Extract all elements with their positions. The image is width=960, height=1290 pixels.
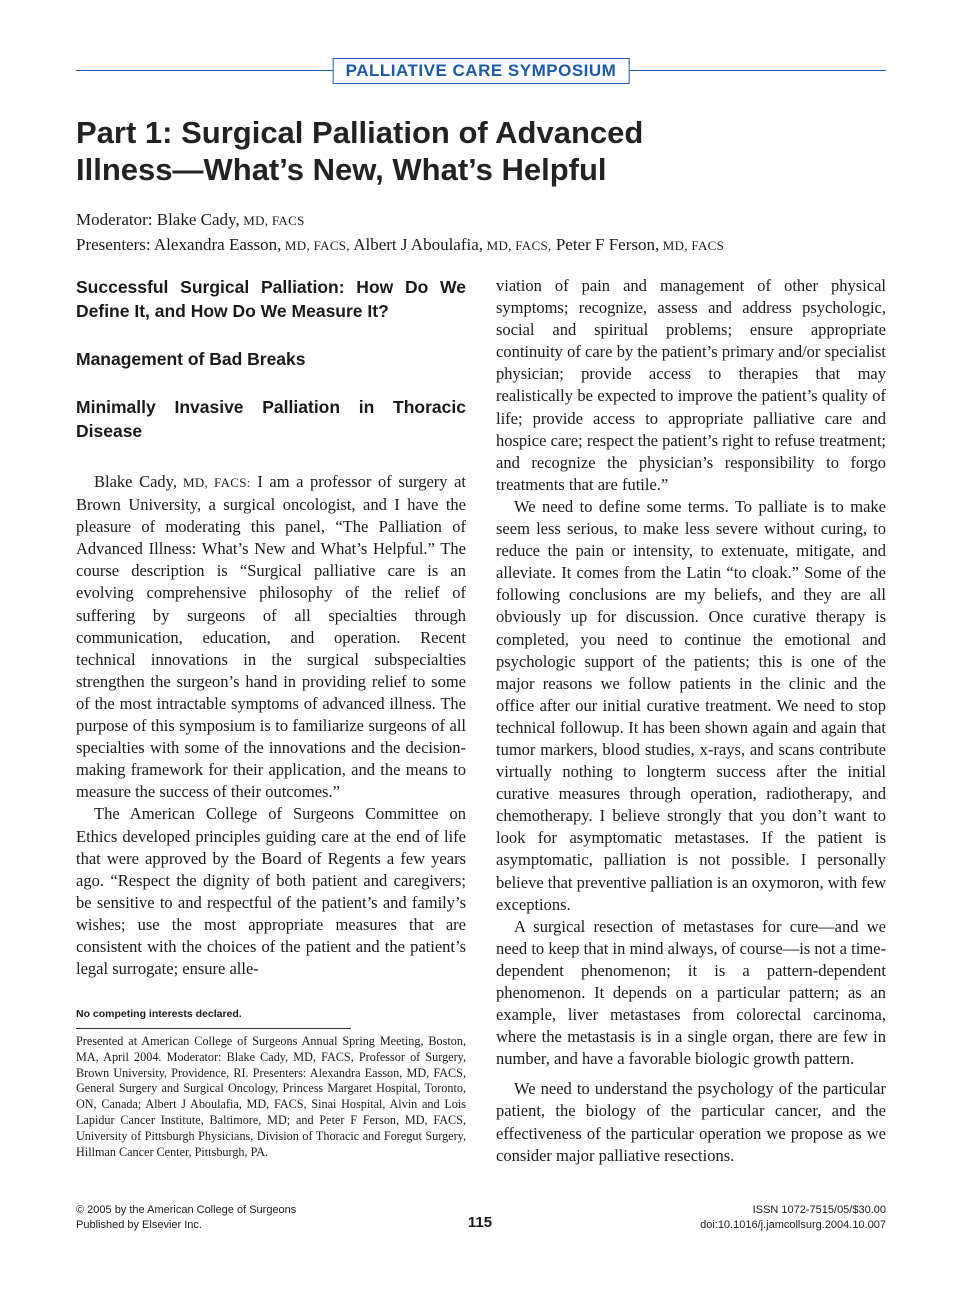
speaker-degrees: MD, FACS: [176,475,251,490]
paragraph: The American College of Surgeons Committee on Ethics developed principles guiding care at the end of life that were approved by the Board of Regents a few years ago. “Respect the dignity of both patient and caregivers; be sensitive to and respectful of the patient’s and family’s wishes; use the most appropriate measures that are consistent with the choices of the patient and the patient’s legal surrogate; ensure alle- [76,804,466,979]
section-banner [76,58,886,84]
presenter-1-name: Presenters: Alexandra Easson, [76,235,282,254]
title-line-2: Illness—What’s New, What’s Helpful [76,152,607,187]
presenter-3-degrees: MD, FACS [659,238,725,253]
paragraph: We need to define some terms. To palliate is to make seem less serious, to make less severe without curing, to reduce the pain or intensity, to extenuate, mitigate, and alleviate. It comes from the Latin “to cloak.” Some of the following conclusions are my beliefs, and they are all obviously up for discussion. Once curative therapy is completed, you need to continue the emotional and psychologic support of the patients; this is one of the major reasons we follow patients in the clinic and the office after our initial curative treatment. We need to stop technical followup. It has been shown again and again that tumor markers, blood studies, x-rays, and scans contribute virtually nothing to longterm success after the initial curative measures through operation, radiotherapy, and chemotherapy. I believe strongly that you don’t want to look for asymptomatic metastases. If the patient is asymptomatic, palliation is not possible. I personally believe that preventive palliation is an oxymoron, with few exceptions. [496,496,886,914]
heading-minimally-invasive: Minimally Invasive Palliation in Thoracic Disease [76,397,466,441]
presenters-line [76,233,886,258]
banner-label: PALLIATIVE CARE SYMPOSIUM [333,58,630,84]
footnote-divider [76,1028,351,1029]
presenter-1-degrees: MD, FACS, [281,238,350,253]
footnote: Presented at American College of Surgeons Annual Spring Meeting, Boston, MA, April 2004. Moderator: Blake Cady, MD, FACS, Professor of Surgery, Brown University, Providence, RI. Presenters: Alexandra Easson, MD, FACS, General Surgery and Surgical Oncology, Princess Margaret Hospital, Toronto, ON, Canada; Albert J Aboulafia, MD, FACS, Sinai Hospital, Alvin and Lois Lapidur Cancer Institute, Baltimore, MD; and Peter F Ferson, MD, FACS, University of Pittsburgh Physicians, Division of Thoracic and Foregut Surgery, Hillman Cancer Center, Pittsburgh, PA. [76,1034,466,1159]
competing-interests: No competing interests declared. [76,1008,242,1020]
publisher: Published by Elsevier Inc. [76,1219,202,1231]
title-line-1: Part 1: Surgical Palliation of Advanced [76,115,644,150]
copyright: © 2005 by the American College of Surgeons [76,1204,297,1216]
article-title [76,114,886,188]
section-headings [76,275,466,467]
moderator-name: Moderator: Blake Cady, [76,210,240,229]
heading-successful-palliation: Successful Surgical Palliation: How Do We Define It, and How Do We Measure It? [76,277,466,321]
paragraph: We need to understand the psychology of the particular patient, the biology of the particular cancer, and the effectiveness of the particular operation we propose as we consider major palliative resections. [496,1079,886,1165]
heading-bad-breaks: Management of Bad Breaks [76,349,306,369]
presenter-2-degrees: MD, FACS, [483,238,552,253]
page-number: 115 [467,1214,493,1231]
paragraph [76,471,466,803]
doi: doi:10.1016/j.jamcollsurg.2004.10.007 [700,1219,886,1231]
speaker-name: Blake Cady, [94,472,177,491]
paragraph-text: I am a professor of surgery at Brown University, a surgical oncologist, and I have the pleasure of moderating this panel, “The Palliation of Advanced Illness: What’s New and What’s Helpful.” The course description is “Surgical palliative care is an evolving comprehensive philosophy of the relief of suffering by surgeons of all specialties through communication, education, and operation. Recent technical innovations in the surgical subspecialties strengthen the surgeon’s hand in providing relief to some of the most intractable symptoms of advanced illness. The purpose of this symposium is to familiarize surgeons of all specialties with some of the innovations and the decision-making framework for their application, and the means to measure the success of their outcomes.” [76,472,466,802]
moderator-degrees: MD, FACS [239,213,305,228]
moderator-line [76,208,886,233]
left-column-body [76,471,466,980]
paragraph: A surgical resection of metastases for cure—and we need to keep that in mind always, of course—is not a time-dependent phenomenon; it is a pattern-dependent phenomenon. It depends on a particular pattern; as an example, liver metastases from colorectal carcinoma, where the metastasis is in a single organ, there are few in number, and have a favorable biologic growth pattern. [496,916,886,1069]
author-block [76,208,886,258]
presenter-3-name: Peter F Ferson, [551,235,660,254]
right-column-body [496,275,886,1167]
issn: ISSN 1072-7515/05/$30.00 [752,1204,886,1216]
presenter-2-name: Albert J Aboulafia, [349,235,484,254]
footer-right [700,1203,886,1233]
paragraph: viation of pain and management of other physical symptoms; recognize, assess and address psychologic, social and spiritual problems; ensure appropriate continuity of care by the patient’s primary and/or specialist physician; provide access to therapies that may realistically be expected to improve the patient’s quality of life; provide access to appropriate palliative care and hospice care; respect the patient’s right to refuse treatment; and recognize the physician’s responsibility to forgo treatments that are futile.” [496,276,886,494]
